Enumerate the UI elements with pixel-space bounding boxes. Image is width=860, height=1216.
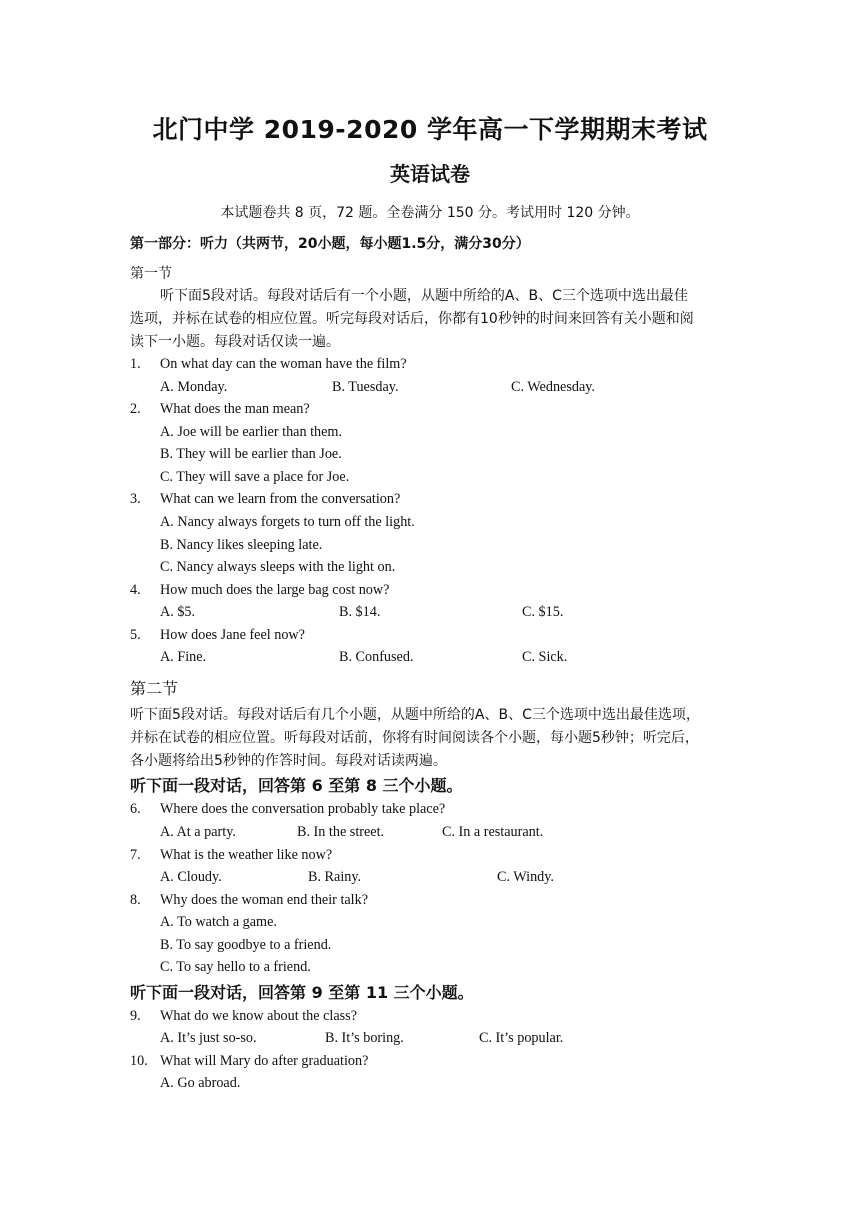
question-number: 1. (130, 356, 141, 372)
part1-heading: 第一部分：听力（共两节，20小题，每小题1.5分，满分30分） (130, 236, 530, 252)
exam-info: 本试题卷共 8 页，72 题。全卷满分 150 分。考试用时 120 分钟。 (220, 205, 640, 221)
section1-instr-1: 听下面5段对话。每段对话后有一个小题，从题中所给的A、B、C三个选项中选出最佳 (160, 288, 688, 304)
option-a: A. It’s just so-so. (160, 1030, 257, 1046)
question-text: What is the weather like now? (160, 847, 333, 863)
question-text: What does the man mean? (160, 401, 310, 417)
option-b: B. Rainy. (308, 869, 362, 885)
section1-instr-2: 选项，并标在试卷的相应位置。听完每段对话后，你都有10秒钟的时间来回答有关小题和阅 (130, 311, 694, 327)
dialogue-heading: 听下面一段对话，回答第 6 至第 8 三个小题。 (130, 776, 463, 795)
question-number: 5. (130, 627, 141, 643)
option-c: C. Wednesday. (511, 379, 595, 395)
option-c: C. They will save a place for Joe. (160, 469, 350, 485)
question-number: 6. (130, 801, 141, 817)
option-a: A. Go abroad. (160, 1075, 241, 1091)
question-number: 7. (130, 847, 141, 863)
section2-instr-1: 听下面5段对话。每段对话后有几个小题，从题中所给的A、B、C三个选项中选出最佳选项， (130, 707, 700, 723)
question-text: How does Jane feel now? (160, 627, 305, 643)
option-b: B. In the street. (297, 824, 385, 840)
option-b: B. Confused. (339, 649, 414, 665)
option-a: A. At a party. (160, 824, 236, 840)
option-c: C. Nancy always sleeps with the light on. (160, 559, 396, 575)
option-a: A. To watch a game. (160, 914, 277, 930)
question-text: What will Mary do after graduation? (160, 1053, 369, 1069)
question-text: How much does the large bag cost now? (160, 582, 390, 598)
option-b: B. It’s boring. (325, 1030, 404, 1046)
section1-instr-3: 读下一小题。每段对话仅读一遍。 (130, 334, 340, 350)
dialogue-heading: 听下面一段对话，回答第 9 至第 11 三个小题。 (130, 983, 474, 1002)
question-text: Why does the woman end their talk? (160, 892, 369, 908)
option-c: C. $15. (522, 604, 564, 620)
option-c: C. To say hello to a friend. (160, 959, 311, 975)
section1-label: 第一节 (130, 266, 172, 282)
question-number: 2. (130, 401, 141, 417)
question-number: 8. (130, 892, 141, 908)
option-a: A. Cloudy. (160, 869, 222, 885)
question-number: 4. (130, 582, 141, 598)
option-a: A. Joe will be earlier than them. (160, 424, 343, 440)
option-c: C. In a restaurant. (442, 824, 544, 840)
exam-title: 北门中学 2019-2020 学年高一下学期期末考试 (152, 115, 708, 144)
option-b: B. Tuesday. (332, 379, 399, 395)
section2-instr-3: 各小题将给出5秒钟的作答时间。每段对话读两遍。 (130, 753, 447, 769)
option-c: C. Sick. (522, 649, 568, 665)
option-b: B. Nancy likes sleeping late. (160, 537, 323, 553)
option-a: A. Nancy always forgets to turn off the light. (160, 514, 415, 530)
question-number: 10. (130, 1053, 148, 1069)
question-number: 3. (130, 491, 141, 507)
option-a: A. $5. (160, 604, 196, 620)
option-b: B. To say goodbye to a friend. (160, 937, 332, 953)
question-text: What can we learn from the conversation? (160, 491, 401, 507)
question-number: 9. (130, 1008, 141, 1024)
section2-label: 第二节 (130, 679, 179, 698)
option-b: B. $14. (339, 604, 381, 620)
question-text: Where does the conversation probably take place? (160, 801, 446, 817)
exam-subtitle: 英语试卷 (390, 162, 470, 186)
option-c: C. Windy. (497, 869, 554, 885)
option-a: A. Fine. (160, 649, 207, 665)
question-text: What do we know about the class? (160, 1008, 357, 1024)
option-b: B. They will be earlier than Joe. (160, 446, 342, 462)
section2-instr-2: 并标在试卷的相应位置。听每段对话前，你将有时间阅读各个小题，每小题5秒钟；听完后， (130, 730, 699, 746)
option-c: C. It’s popular. (479, 1030, 564, 1046)
question-text: On what day can the woman have the film? (160, 356, 407, 372)
option-a: A. Monday. (160, 379, 228, 395)
